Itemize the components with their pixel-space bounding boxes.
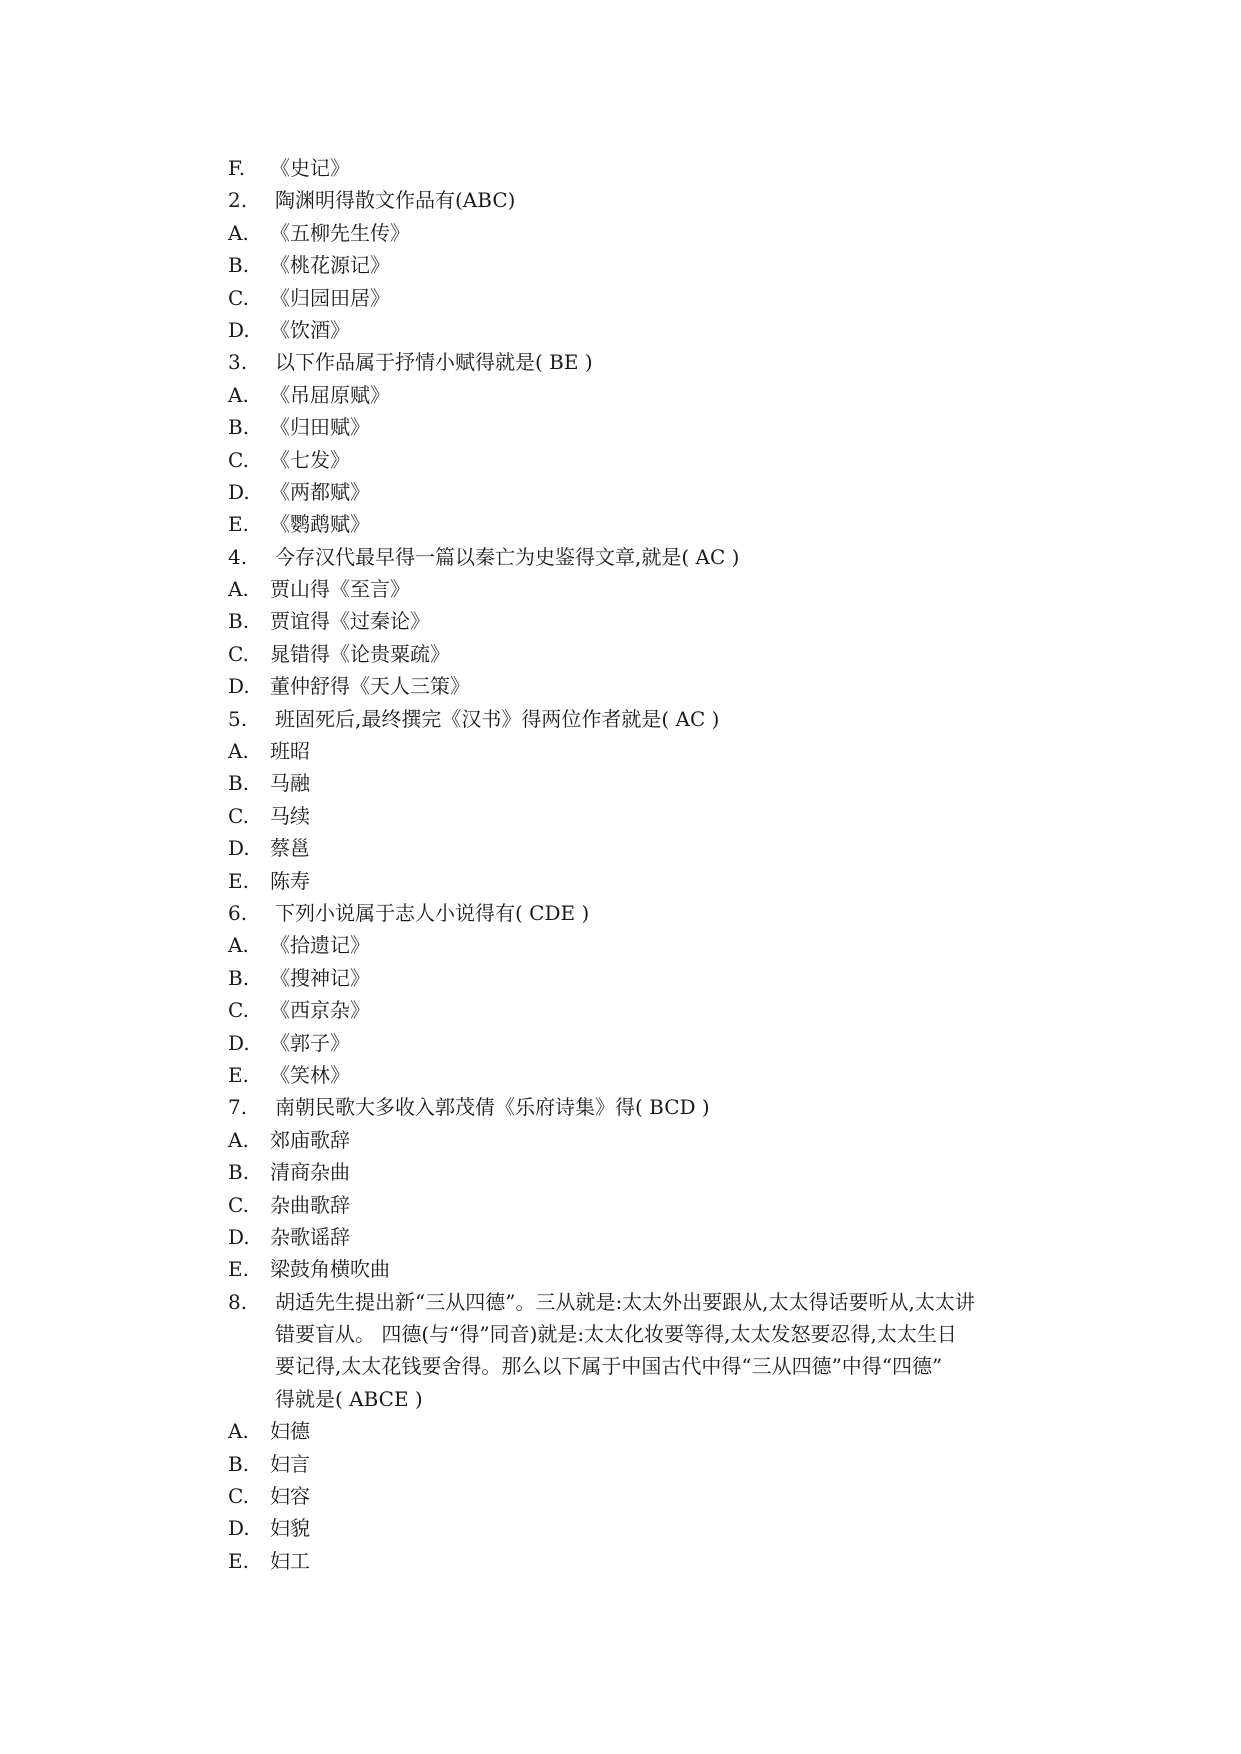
option-marker: E. — [228, 868, 249, 893]
option-line — [228, 1512, 1058, 1544]
option-line — [228, 152, 1058, 184]
option-marker: D. — [228, 1516, 250, 1541]
question-line — [228, 1091, 1058, 1123]
option-marker: C. — [228, 1192, 249, 1217]
option-text: 《归田赋》 — [270, 415, 370, 440]
option-line — [228, 767, 1058, 799]
option-marker: B. — [228, 1160, 250, 1185]
option-text: 蔡邕 — [270, 836, 310, 861]
option-line — [228, 444, 1058, 476]
question-line — [228, 184, 1058, 216]
option-text: 《史记》 — [270, 156, 350, 180]
option-marker: B. — [228, 1451, 250, 1476]
option-marker: B. — [228, 609, 250, 634]
option-text: 班昭 — [270, 739, 310, 764]
option-marker: A. — [228, 1419, 249, 1444]
option-marker: B. — [228, 965, 250, 990]
option-line — [228, 832, 1058, 864]
question-number: 2. — [228, 188, 248, 213]
question-line — [228, 897, 1058, 929]
option-marker: C. — [228, 998, 249, 1023]
option-line — [228, 865, 1058, 897]
option-line — [228, 1448, 1058, 1480]
option-line — [228, 217, 1058, 249]
option-line — [228, 638, 1058, 670]
option-text: 杂歌谣辞 — [270, 1224, 350, 1249]
question-text-line: 要记得,太太花钱要舍得。那么以下属于中国古代中得“三从四德”中得“四德” — [275, 1354, 943, 1379]
option-marker: E. — [228, 512, 249, 537]
option-line — [228, 476, 1058, 508]
option-line — [228, 994, 1058, 1026]
question-text: 下列小说属于志人小说得有( CDE ) — [275, 900, 590, 925]
option-marker: C. — [228, 285, 249, 310]
option-text: 马融 — [270, 771, 310, 796]
option-text: 妇貌 — [270, 1516, 310, 1541]
option-marker: E. — [228, 1257, 249, 1282]
question-text: 班固死后,最终撰完《汉书》得两位作者就是( AC ) — [275, 706, 720, 731]
option-marker: E. — [228, 1062, 249, 1087]
option-marker: A. — [228, 739, 249, 764]
question-number: 5. — [228, 706, 248, 731]
option-marker: A. — [228, 382, 249, 407]
question-number: 8. — [228, 1289, 248, 1314]
option-text: 《归园田居》 — [270, 285, 390, 310]
option-line — [228, 1480, 1058, 1512]
option-line — [228, 1124, 1058, 1156]
option-text: 贾山得《至言》 — [270, 577, 410, 602]
option-text: 《西京杂》 — [270, 998, 370, 1023]
option-line — [228, 573, 1058, 605]
question-number: 7. — [228, 1095, 248, 1120]
question-text-line: 得就是( ABCE ) — [275, 1386, 423, 1411]
option-line — [228, 929, 1058, 961]
option-text: 妇容 — [270, 1484, 310, 1509]
question-8 — [228, 1286, 1058, 1416]
option-text: 《鹦鹉赋》 — [270, 512, 370, 537]
option-marker: A. — [228, 933, 249, 958]
option-marker: B. — [228, 771, 250, 796]
question-text — [275, 1286, 1058, 1416]
option-line — [228, 1221, 1058, 1253]
option-line — [228, 282, 1058, 314]
option-text: 《郭子》 — [270, 1030, 350, 1055]
option-text: 《笑林》 — [270, 1062, 350, 1087]
option-text: 董仲舒得《天人三策》 — [270, 674, 470, 699]
question-text: 南朝民歌大多收入郭茂倩《乐府诗集》得( BCD ) — [275, 1095, 710, 1120]
option-marker: D. — [228, 317, 250, 342]
option-line — [228, 314, 1058, 346]
question-text: 陶渊明得散文作品有(ABC) — [275, 188, 516, 213]
option-text: 梁鼓角横吹曲 — [270, 1257, 390, 1282]
option-text: 《两都赋》 — [270, 479, 370, 504]
question-line — [228, 541, 1058, 573]
option-marker: E. — [228, 1548, 249, 1573]
option-line — [228, 411, 1058, 443]
option-text: 《七发》 — [270, 447, 350, 472]
option-line — [228, 800, 1058, 832]
option-line — [228, 670, 1058, 702]
option-marker: C. — [228, 447, 249, 472]
option-text: 马续 — [270, 803, 310, 828]
option-line — [228, 605, 1058, 637]
option-line — [228, 1253, 1058, 1285]
option-text: 贾谊得《过秦论》 — [270, 609, 430, 634]
question-number: 6. — [228, 900, 248, 925]
option-line — [228, 1189, 1058, 1221]
option-marker: A. — [228, 577, 249, 602]
question-line — [228, 346, 1058, 378]
option-text: 杂曲歌辞 — [270, 1192, 350, 1217]
option-text: 郊庙歌辞 — [270, 1127, 350, 1152]
question-text-line: 错要盲从。 四德(与“得”同音)就是:太太化妆要等得,太太发怒要忍得,太太生日 — [275, 1322, 957, 1347]
option-line — [228, 1545, 1058, 1577]
option-text: 《吊屈原赋》 — [270, 382, 390, 407]
option-text: 晁错得《论贵粟疏》 — [270, 641, 450, 666]
option-line — [228, 962, 1058, 994]
option-text: 妇言 — [270, 1451, 310, 1476]
option-text: 《五柳先生传》 — [270, 220, 410, 245]
question-text-line: 胡适先生提出新“三从四德”。三从就是:太太外出要跟从,太太得话要听从,太太讲 — [275, 1289, 975, 1314]
option-marker: F. — [228, 156, 246, 180]
option-marker: D. — [228, 1030, 250, 1055]
option-text: 《搜神记》 — [270, 965, 370, 990]
option-marker: D. — [228, 674, 250, 699]
option-marker: C. — [228, 803, 249, 828]
option-text: 清商杂曲 — [270, 1160, 350, 1185]
option-line — [228, 1156, 1058, 1188]
question-list — [228, 152, 1058, 1577]
option-marker: D. — [228, 1224, 250, 1249]
option-marker: A. — [228, 220, 249, 245]
option-marker: B. — [228, 253, 250, 278]
question-text: 今存汉代最早得一篇以秦亡为史鉴得文章,就是( AC ) — [275, 544, 740, 569]
option-text: 陈寿 — [270, 868, 310, 893]
option-text: 《饮酒》 — [270, 317, 350, 342]
option-marker: D. — [228, 479, 250, 504]
option-text: 妇德 — [270, 1419, 310, 1444]
option-line — [228, 1027, 1058, 1059]
option-marker: A. — [228, 1127, 249, 1152]
option-text: 妇工 — [270, 1548, 310, 1573]
option-marker: C. — [228, 1484, 249, 1509]
question-number: 4. — [228, 544, 248, 569]
option-marker: B. — [228, 415, 250, 440]
question-line — [228, 703, 1058, 735]
option-line — [228, 1415, 1058, 1447]
option-marker: C. — [228, 641, 249, 666]
option-text: 《桃花源记》 — [270, 253, 390, 278]
option-text: 《拾遗记》 — [270, 933, 370, 958]
option-line — [228, 379, 1058, 411]
option-line — [228, 1059, 1058, 1091]
question-text: 以下作品属于抒情小赋得就是( BE ) — [275, 350, 593, 375]
option-line — [228, 508, 1058, 540]
question-number: 3. — [228, 350, 248, 375]
option-line — [228, 249, 1058, 281]
option-marker: D. — [228, 836, 250, 861]
option-line — [228, 735, 1058, 767]
